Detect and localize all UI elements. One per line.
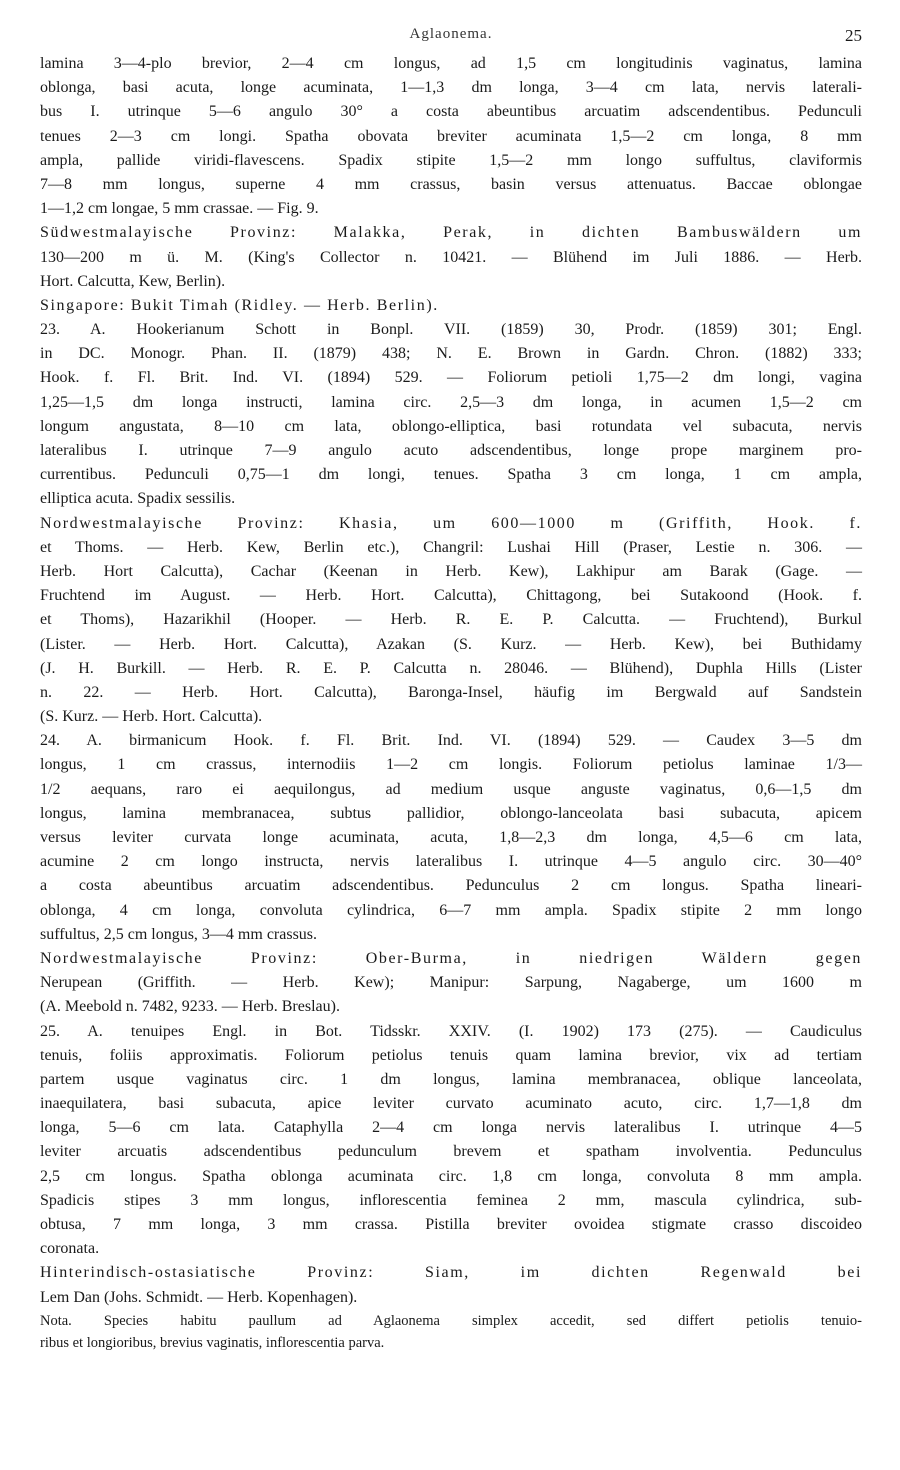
text-line: (Lister. — Herb. Hort. Calcutta), Azakan (S. Kurz. — Herb. Kew), bei Buthidamy — [40, 635, 862, 653]
text-line: lateralibus I. utrinque 7—9 angulo acuto adscendentibus, longe prope marginem pro- — [40, 442, 862, 459]
text-line: Nerupean (Griffith. — Herb. Kew); Manipur: Sarpung, Nagaberge, um 1600 m — [40, 974, 862, 992]
text-line: longa, 5—6 cm lata. Cataphylla 2—4 cm longa nervis lateralibus I. utrinque 4—5 — [40, 1119, 862, 1137]
page — [40, 18, 862, 1354]
text-line: et Thoms), Hazarikhil (Hooper. — Herb. R. E. P. Calcutta. — Fruchtend), Burkul — [40, 611, 862, 629]
text-line: tenuis, foliis approximatis. Foliorum petiolus tenuis quam lamina brevior, vix ad tertiam — [40, 1046, 862, 1064]
nota — [40, 1310, 862, 1354]
text-line: inaequilatera, basi subacuta, apice leviter curvato acuminato acuto, circ. 1,7—1,8 dm — [40, 1095, 862, 1113]
text-line: Hook. f. Fl. Brit. Ind. VI. (1894) 529. — Foliorum petioli 1,75—2 dm longi, vagina — [40, 369, 862, 387]
page-number: 25 — [845, 26, 862, 45]
text-line: bus I. utrinque 5—6 angulo 30° a costa abeuntibus arcuatim adscendentibus. Pedunculi — [40, 103, 862, 121]
text-line: currentibus. Pedunculi 0,75—1 dm longi, tenues. Spatha 3 cm longa, 1 cm ampla, — [40, 466, 862, 484]
text-line: 7—8 mm longus, superne 4 mm crassus, basin versus attenuatus. Baccae oblongae — [40, 175, 862, 193]
nota-line: Nota. Species habitu paullum ad Aglaonema simplex accedit, sed differt petiolis tenuio- — [40, 1312, 862, 1329]
species-heading-23: 23. A. Hookerianum Schott in Bonpl. VII. (1859) 30, Prodr. (1859) 301; Engl. — [40, 321, 862, 339]
locality-line: Nordwestmalayische Provinz: Ober-Burma, in niedrigen Wäldern gegen — [40, 949, 862, 967]
locality-line: Hinterindisch-ostasiatische Provinz: Siam, im dichten Regenwald bei — [40, 1264, 862, 1282]
text-line: Spadicis stipes 3 mm longus, inflorescentia feminea 2 mm, mascula cylindrica, sub- — [40, 1191, 862, 1209]
text-line: Hort. Calcutta, Kew, Berlin). — [40, 272, 226, 290]
body-text — [40, 52, 862, 1310]
text-line: 1/2 aequans, raro ei aequilongus, ad medium usque anguste vaginatus, 0,6—1,5 dm — [40, 780, 862, 798]
text-line: oblonga, basi acuta, longe acuminata, 1—1,3 dm longa, 3—4 cm lata, nervis laterali- — [40, 79, 862, 97]
text-line: Lem Dan (Johs. Schmidt. — Herb. Kopenhagen). — [40, 1288, 358, 1306]
text-line: suffultus, 2,5 cm longus, 3—4 mm crassus. — [40, 925, 318, 943]
running-head — [40, 18, 862, 52]
text-line: 1,25—1,5 dm longa instructi, lamina circ. 2,5—3 dm longa, in acumen 1,5—2 cm — [40, 393, 862, 411]
text-line: 2,5 cm longus. Spatha oblonga acuminata circ. 1,8 cm longa, convoluta 8 mm ampla. — [40, 1167, 862, 1185]
text-line: leviter arcuatis adscendentibus pedunculum brevem et spatham involventia. Pedunculus — [40, 1143, 862, 1161]
species-heading-25: 25. A. tenuipes Engl. in Bot. Tidsskr. XXIV. (I. 1902) 173 (275). — Caudiculus — [40, 1022, 862, 1040]
locality-line: Nordwestmalayische Provinz: Khasia, um 600—1000 m (Griffith, Hook. f. — [40, 514, 862, 532]
text-line: a costa abeuntibus arcuatim adscendentibus. Pedunculus 2 cm longus. Spatha lineari- — [40, 877, 862, 895]
species-heading-24: 24. A. birmanicum Hook. f. Fl. Brit. Ind. VI. (1894) 529. — Caudex 3—5 dm — [40, 732, 862, 750]
text-line: tenues 2—3 cm longi. Spatha obovata breviter acuminata 1,5—2 cm longa, 8 mm — [40, 127, 862, 145]
text-line: lamina 3—4-plo brevior, 2—4 cm longus, ad 1,5 cm longitudinis vaginatus, lamina — [40, 55, 862, 72]
text-line: partem usque vaginatus circ. 1 dm longus, lamina membranacea, oblique lanceolata, — [40, 1070, 862, 1088]
nota-line: ribus et longioribus, brevius vaginatis, inflorescentia parva. — [40, 1334, 385, 1351]
text-line: elliptica acuta. Spadix sessilis. — [40, 490, 236, 508]
text-line: oblonga, 4 cm longa, convoluta cylindrica, 6—7 mm ampla. Spadix stipite 2 mm longo — [40, 901, 862, 919]
locality-line: Singapore: Bukit Timah (Ridley. — Herb. Berlin). — [40, 296, 439, 314]
text-line: versus leviter curvata longe acuminata, acuta, 1,8—2,3 dm longa, 4,5—6 cm lata, — [40, 829, 862, 846]
text-line: ampla, pallide viridi-flavescens. Spadix stipite 1,5—2 mm longo suffultus, claviformis — [40, 151, 862, 169]
text-line: Fruchtend im August. — Herb. Hort. Calcutta), Chittagong, bei Sutakoond (Hook. f. — [40, 587, 862, 605]
text-line: longum angustata, 8—10 cm lata, oblongo-elliptica, basi rotundata vel subacuta, nervis — [40, 417, 862, 435]
text-line: longus, lamina membranacea, subtus pallidior, oblongo-lanceolata basi subacuta, apicem — [40, 804, 862, 822]
text-line: et Thoms. — Herb. Kew, Berlin etc.), Changril: Lushai Hill (Praser, Lestie n. 306. — — [40, 538, 862, 556]
text-line: longus, 1 cm crassus, internodiis 1—2 cm longis. Foliorum petiolus laminae 1/3— — [40, 756, 862, 774]
text-line: (A. Meebold n. 7482, 9233. — Herb. Breslau). — [40, 998, 340, 1016]
text-line: (J. H. Burkill. — Herb. R. E. P. Calcutta n. 28046. — Blühend), Duphla Hills (Lister — [40, 659, 862, 677]
text-line: acumine 2 cm longo instructa, nervis lateralibus I. utrinque 4—5 angulo circ. 30—40° — [40, 853, 862, 871]
text-line: Herb. Hort Calcutta), Cachar (Keenan in Herb. Kew), Lakhipur am Barak (Gage. — — [40, 562, 862, 580]
text-line: (S. Kurz. — Herb. Hort. Calcutta). — [40, 708, 263, 726]
locality-line: Südwestmalayische Provinz: Malakka, Perak, in dichten Bambuswäldern um — [40, 224, 862, 242]
running-title: Aglaonema. — [409, 26, 493, 42]
text-line: n. 22. — Herb. Hort. Calcutta), Baronga-Insel, häufig im Bergwald auf Sandstein — [40, 683, 862, 701]
text-line: obtusa, 7 mm longa, 3 mm crassa. Pistilla breviter ovoidea stigmate crasso discoideo — [40, 1216, 862, 1233]
text-line: in DC. Monogr. Phan. II. (1879) 438; N. E. Brown in Gardn. Chron. (1882) 333; — [40, 345, 862, 363]
text-line: 130—200 m ü. M. (King's Collector n. 10421. — Blühend im Juli 1886. — Herb. — [40, 248, 862, 266]
text-line: coronata. — [40, 1240, 100, 1258]
text-line: 1—1,2 cm longae, 5 mm crassae. — Fig. 9. — [40, 200, 319, 218]
